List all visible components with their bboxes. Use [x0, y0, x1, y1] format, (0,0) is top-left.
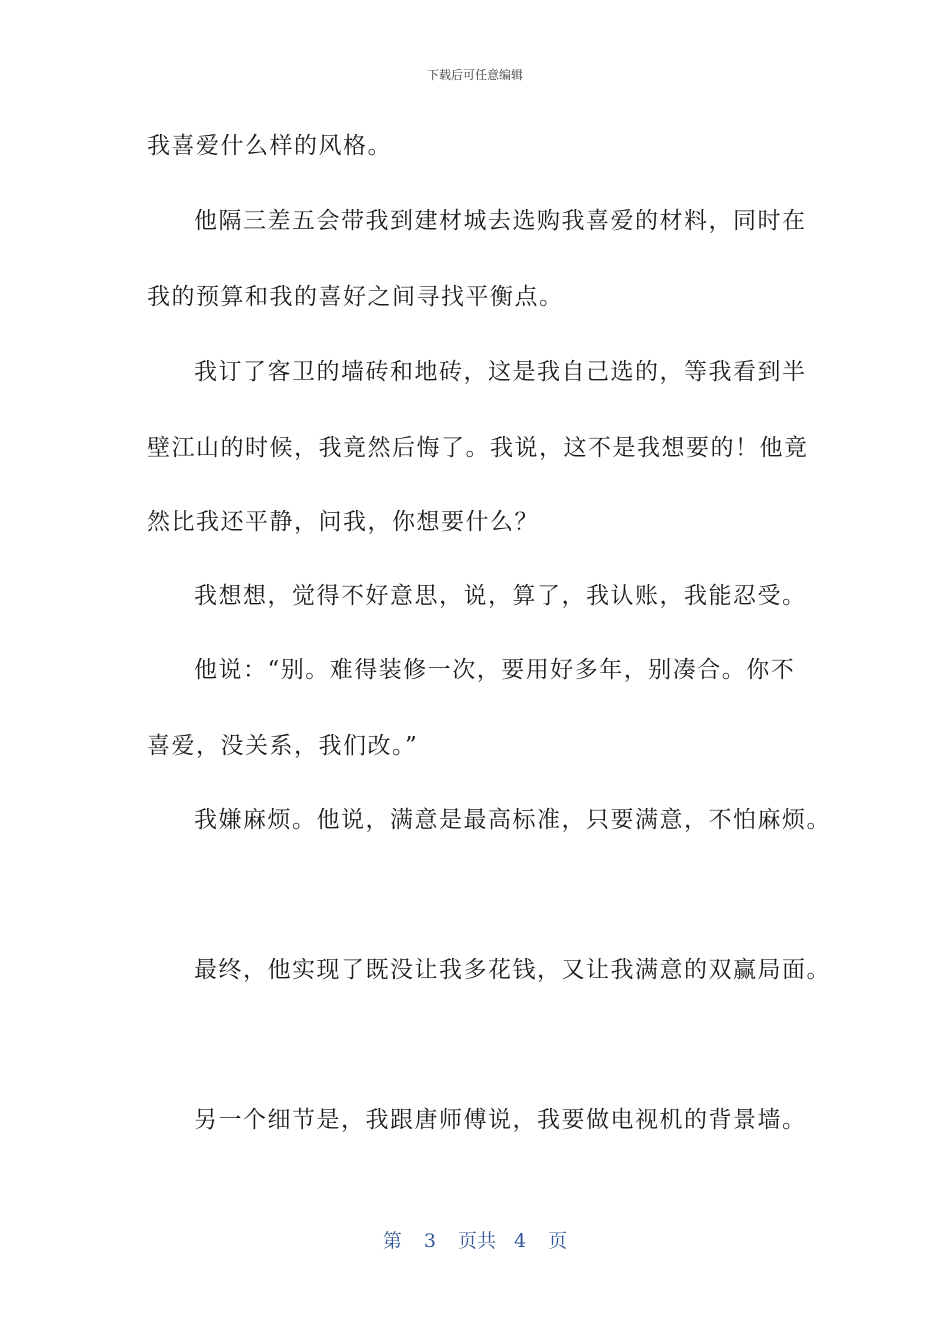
current-page-number: 3: [423, 1230, 436, 1252]
page-footer: [0, 1226, 950, 1253]
paragraph-line: 壁江山的时候，我竟然后悔了。我说，这不是我想要的！他竟: [147, 435, 809, 461]
page-suffix: 页: [548, 1230, 568, 1252]
paragraph-line: 他隔三差五会带我到建材城去选购我喜爱的材料，同时在: [194, 208, 807, 234]
paragraph-line: 我订了客卫的墙砖和地砖，这是我自己选的，等我看到半: [194, 359, 807, 385]
paragraph-line: 我嫌麻烦。他说，满意是最高标准，只要满意，不怕麻烦。: [194, 807, 831, 833]
page-prefix: 第: [382, 1230, 402, 1252]
page-mid: 页共: [457, 1230, 496, 1252]
paragraph-line: 我喜爱什么样的风格。: [147, 133, 392, 159]
page-header: 下载后可任意编辑: [426, 68, 523, 82]
paragraph-line: 最终，他实现了既没让我多花钱，又让我满意的双赢局面。: [194, 957, 831, 983]
paragraph-line: 我想想，觉得不好意思，说，算了，我认账，我能忍受。: [194, 583, 807, 609]
paragraph-line: 另一个细节是，我跟唐师傅说，我要做电视机的背景墙。: [194, 1107, 807, 1133]
paragraph-line: 我的预算和我的喜好之间寻找平衡点。: [147, 284, 564, 310]
total-pages-number: 4: [514, 1230, 527, 1252]
paragraph-line: 喜爱，没关系，我们改。”: [147, 733, 419, 759]
paragraph-line: 他说：“别。难得装修一次，要用好多年，别凑合。你不: [194, 657, 796, 683]
paragraph-line: 然比我还平静，问我，你想要什么？: [147, 509, 539, 535]
